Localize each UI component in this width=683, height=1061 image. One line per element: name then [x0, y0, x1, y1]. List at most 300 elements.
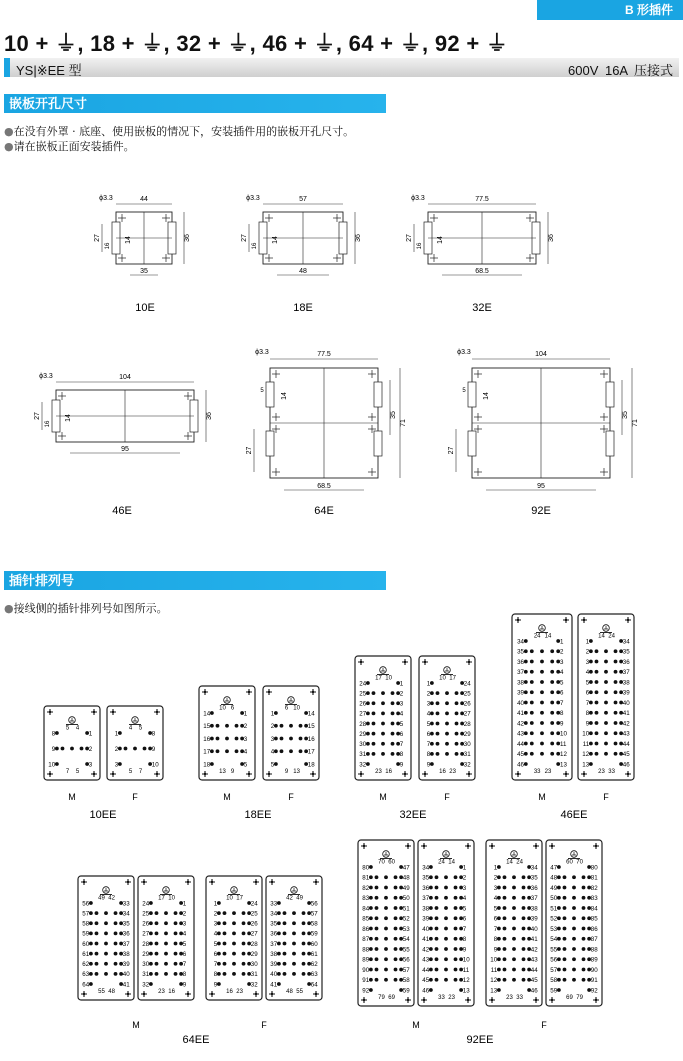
pin-dot [563, 937, 567, 941]
pin-number: 9 [230, 769, 235, 775]
pin-dot [444, 916, 448, 920]
pin-number: 84 [590, 905, 598, 913]
pin-number: 36 [422, 884, 430, 892]
pin-dot [563, 947, 567, 951]
pin-dot [540, 742, 544, 746]
pin-number: 2 [114, 745, 119, 753]
pin-dot [232, 942, 236, 946]
pin-number: 17 [375, 675, 382, 682]
pin-dot [225, 749, 229, 753]
pin-dot [572, 927, 576, 931]
pin-number: 14 [506, 859, 513, 866]
pin-number: 1 [560, 638, 564, 646]
pin-number: 10 [462, 956, 470, 964]
pin-number: 24 [142, 900, 150, 908]
pin-dot [61, 747, 65, 751]
pin-number: 6 [426, 730, 431, 738]
pin-label: 18EE [244, 809, 272, 821]
pin-dot [589, 752, 593, 756]
pin-number: 90 [590, 966, 598, 974]
pin-dot [522, 886, 526, 890]
pin-dot [512, 927, 516, 931]
pin-number: 63 [82, 971, 90, 979]
dim-label: 27 [241, 234, 248, 242]
pin-number: 46 [422, 987, 430, 995]
corner-mark [255, 881, 257, 883]
pin-dot [503, 896, 507, 900]
corner-mark [535, 999, 537, 1001]
pin-dot [436, 752, 440, 756]
pin-dot [114, 962, 118, 966]
dim-label: 27 [406, 234, 413, 242]
dim-label: 36 [184, 234, 191, 242]
pin-dot [595, 721, 599, 725]
corner-mark [204, 691, 206, 693]
pin-dot [512, 978, 516, 982]
pin-dot [118, 731, 122, 735]
pin-dot [430, 762, 434, 766]
pin-dot [114, 911, 118, 915]
pin-dot [375, 896, 379, 900]
pin-number: 69 [388, 995, 395, 1001]
pin-number: 5 [426, 720, 431, 728]
pin-dot [582, 886, 586, 890]
pin-dot [375, 947, 379, 951]
pin-number: 32 [359, 761, 367, 769]
pin-number: 4 [75, 725, 80, 732]
pin-number: 23 [506, 995, 513, 1001]
pin-dot [384, 886, 388, 890]
corner-mark [407, 999, 409, 1001]
pin-dot [366, 722, 370, 726]
pin-dot [394, 968, 398, 972]
pin-number: 89 [590, 956, 598, 964]
corner-mark [551, 845, 553, 847]
pin-dot [143, 747, 147, 751]
pin-dot [435, 875, 439, 879]
pin-number: 88 [590, 946, 598, 954]
pin-number: 1 [114, 730, 119, 738]
pin-number: 38 [122, 950, 130, 958]
dim-label: 14 [272, 236, 279, 244]
pin-dot [375, 927, 379, 931]
pin-dot [299, 724, 303, 728]
pin-number: 3 [493, 884, 498, 892]
pin-dot [582, 978, 586, 982]
pin-number: 4 [399, 710, 404, 718]
pin-dot [89, 962, 93, 966]
pin-number: 37 [270, 940, 278, 948]
pin-dot [589, 649, 593, 653]
pin-dot [292, 911, 296, 915]
pin-dot [55, 762, 59, 766]
pin-number: 64 [310, 981, 318, 989]
pin-dot [497, 875, 501, 879]
pin-dot [540, 711, 544, 715]
pin-dot [235, 749, 239, 753]
dim-label: 95 [537, 483, 545, 490]
corner-mark [595, 999, 597, 1001]
pin-dot [375, 886, 379, 890]
pin-dot [369, 886, 373, 890]
pin-number: 10 [168, 895, 175, 902]
pin-dot [372, 701, 376, 705]
dim-label: 77.5 [317, 351, 331, 358]
pin-number: 36 [517, 658, 524, 666]
pin-number: 61 [310, 950, 318, 958]
pin-dot [454, 927, 458, 931]
corner-mark [627, 619, 629, 621]
pin-number: 4 [585, 669, 590, 677]
corner-mark [83, 881, 85, 883]
pin-dot [503, 957, 507, 961]
pin-number: 3 [585, 658, 590, 666]
pin-number: 49 [550, 884, 558, 892]
pin-number: 83 [590, 895, 598, 903]
pin-number: 36 [270, 930, 278, 938]
pin-dot [164, 931, 168, 935]
pin-dot [80, 747, 84, 751]
pin-dot [557, 896, 561, 900]
pin-dot [522, 927, 526, 931]
pin-dot [557, 957, 561, 961]
pin-dot [503, 937, 507, 941]
pin-number: 55 [98, 989, 105, 995]
pin-number: 81 [362, 874, 370, 882]
pin-number: 58 [310, 920, 318, 928]
pin-number: 70 [576, 859, 583, 866]
pin-dot [524, 680, 528, 684]
corner-mark [143, 993, 145, 995]
pin-dot [384, 927, 388, 931]
pin-dot [530, 680, 534, 684]
pin-number: 16 [385, 769, 392, 775]
pin-dot [164, 911, 168, 915]
pin-number: 59 [550, 987, 558, 995]
pin-number: 57 [402, 966, 410, 974]
pin-dot [429, 875, 433, 879]
pin-dot [89, 972, 93, 976]
pin-dot [589, 701, 593, 705]
pin-number: 12 [462, 977, 470, 985]
pin-number: 31 [142, 971, 150, 979]
dim-label: 14 [483, 392, 490, 400]
pin-number: 23 [158, 989, 165, 995]
cutout-note-2: ●请在嵌板正面安装插件。 [4, 140, 135, 153]
pin-dot [540, 680, 544, 684]
pin-number: 31 [250, 971, 258, 979]
pin-dot [436, 691, 440, 695]
pin-dot [503, 906, 507, 910]
corner-mark [360, 773, 362, 775]
pin-dot [524, 752, 528, 756]
dim-label: 14 [437, 236, 444, 244]
pin-number: 18 [307, 761, 315, 769]
pin-dot [223, 931, 227, 935]
pin-number: 42 [286, 895, 293, 902]
pin-number: 51 [550, 905, 558, 913]
pin-dot [563, 906, 567, 910]
pin-dot [497, 916, 501, 920]
dim-label: 35 [390, 411, 397, 419]
pin-dot [444, 947, 448, 951]
pin-dot [283, 972, 287, 976]
pin-dot [164, 921, 168, 925]
pin-number: 48 [550, 874, 558, 882]
pin-number: 5 [213, 940, 218, 948]
pin-dot [604, 731, 608, 735]
pin-dot [445, 752, 449, 756]
pin-number: 6 [493, 915, 498, 923]
dim-label: 14 [125, 236, 132, 244]
pin-dot [522, 896, 526, 900]
pin-number: 2 [560, 648, 564, 656]
pin-number: 14 [307, 710, 315, 718]
category-tab: B 形插件 [537, 0, 683, 20]
corner-mark [363, 999, 365, 1001]
pin-dot [375, 957, 379, 961]
pin-dot [497, 947, 501, 951]
pin-dot [430, 711, 434, 715]
corner-mark [404, 773, 406, 775]
pin-number: 23 [448, 995, 455, 1001]
pin-dot [540, 731, 544, 735]
pin-number: 61 [82, 950, 90, 958]
corner-mark [467, 999, 469, 1001]
pin-number: 26 [463, 700, 471, 708]
pin-dot [589, 680, 593, 684]
pin-dot [369, 947, 373, 951]
pin-number: 54 [550, 936, 558, 944]
pin-dot [372, 722, 376, 726]
pin-number: 40 [422, 925, 430, 933]
pin-dot [375, 916, 379, 920]
pin-number: 41 [530, 936, 538, 944]
pin-number: 16 [168, 989, 175, 995]
pin-number: 3 [182, 920, 187, 928]
pin-dot [89, 952, 93, 956]
pin-dot [394, 947, 398, 951]
corner-mark [248, 691, 250, 693]
pin-dot [430, 722, 434, 726]
pin-dot [572, 886, 576, 890]
pin-dot [391, 752, 395, 756]
pin-dot [582, 896, 586, 900]
pin-dot [394, 937, 398, 941]
pin-number: 6 [182, 950, 187, 958]
pin-number: 31 [359, 751, 367, 759]
pin-dot [429, 968, 433, 972]
pin-dot [435, 916, 439, 920]
corner-mark [424, 773, 426, 775]
pin-dot [283, 911, 287, 915]
pin-dot [381, 742, 385, 746]
pin-number: 35 [530, 874, 538, 882]
dim-label: 71 [400, 419, 407, 427]
pin-dot [149, 911, 153, 915]
pin-number: 3 [560, 658, 564, 666]
pin-number: 11 [490, 966, 498, 974]
pin-number: 82 [590, 884, 598, 892]
pin-number: 26 [359, 700, 367, 708]
pin-dot [530, 731, 534, 735]
dim-label: 77.5 [475, 196, 489, 203]
pin-dot [369, 865, 373, 869]
pin-number: 15 [203, 723, 211, 731]
pin-dot [174, 921, 178, 925]
cutout-note-1: ●在没有外罩 · 底座、使用嵌板的情况下，安装插件用的嵌板开孔尺寸。 [4, 125, 355, 138]
pin-dot [522, 937, 526, 941]
pin-dot [391, 691, 395, 695]
dim-label: 27 [34, 412, 41, 420]
pin-number: 53 [550, 925, 558, 933]
pin-dot [445, 691, 449, 695]
pin-number: 7 [426, 741, 431, 749]
pin-number: 13 [560, 761, 567, 769]
pin-dot [604, 660, 608, 664]
corner-mark [565, 619, 567, 621]
pin-dot [369, 916, 373, 920]
dim-label: 16 [417, 242, 423, 250]
pin-dot [582, 957, 586, 961]
cutout-id: 18E [293, 302, 313, 314]
pin-dot [604, 701, 608, 705]
pin-dot [524, 690, 528, 694]
pin-dot [210, 737, 214, 741]
pin-dot [614, 701, 618, 705]
pin-dot [55, 747, 59, 751]
pin-dot [435, 896, 439, 900]
pin-dot [614, 690, 618, 694]
pin-number: 5 [128, 769, 133, 775]
side-notch [606, 431, 614, 456]
dim-label: 48 [299, 268, 307, 275]
pin-dot [366, 762, 370, 766]
pin-dot [524, 649, 528, 653]
pin-number: 42 [108, 895, 115, 902]
pin-number: 24 [250, 900, 258, 908]
corner-mark [83, 993, 85, 995]
pin-number: 41 [517, 710, 524, 718]
pin-number: 29 [463, 730, 471, 738]
pin-dot [557, 978, 561, 982]
pin-dot [280, 737, 284, 741]
pin-dot [512, 896, 516, 900]
pin-dot [557, 865, 561, 869]
pin-number: 37 [530, 895, 538, 903]
pin-number: 5 [560, 679, 564, 687]
pin-dot [455, 742, 459, 746]
pin-dot [582, 875, 586, 879]
pin-dot [369, 875, 373, 879]
pin-dot [435, 886, 439, 890]
pin-number: 62 [310, 961, 318, 969]
pin-dot [595, 649, 599, 653]
dim-label: 16 [252, 242, 258, 250]
pin-dot [435, 927, 439, 931]
pin-dot [430, 752, 434, 756]
pin-dot [149, 942, 153, 946]
dim-label: 68.5 [475, 268, 489, 275]
pin-dot [104, 911, 108, 915]
pin-dot [210, 711, 214, 715]
pin-dot [512, 906, 516, 910]
pin-dot [430, 732, 434, 736]
pin-number: 60 [566, 859, 573, 866]
pin-dot [104, 972, 108, 976]
pin-number: 24 [463, 680, 471, 688]
pin-number: 80 [362, 864, 370, 872]
pin-number: 44 [422, 966, 430, 974]
pin-dot [589, 711, 593, 715]
pin-dot [550, 680, 554, 684]
pin-number: 90 [362, 966, 370, 974]
pin-dot [299, 749, 303, 753]
pin-dot [503, 875, 507, 879]
pin-number: 3 [462, 884, 467, 892]
pin-dot [572, 937, 576, 941]
pin-dot [283, 942, 287, 946]
pin-dot [149, 901, 153, 905]
pin-dot [225, 724, 229, 728]
pin-dot [232, 952, 236, 956]
pin-dot [274, 749, 278, 753]
pin-dot [302, 911, 306, 915]
pin-dot [563, 875, 567, 879]
side-notch [606, 382, 614, 407]
corner-mark [627, 773, 629, 775]
pin-number: 30 [359, 741, 367, 749]
hole-dia-label: ϕ3.3 [255, 349, 269, 356]
pin-dot [372, 732, 376, 736]
pin-dot [274, 711, 278, 715]
pin-number: 34 [422, 864, 430, 872]
pin-dot [114, 952, 118, 956]
corner-mark [127, 881, 129, 883]
pin-dot [375, 937, 379, 941]
pin-number: 34 [517, 638, 524, 646]
pin-dot [232, 911, 236, 915]
pin-number: 35 [270, 920, 278, 928]
pin-dot [524, 639, 528, 643]
pin-number: 10 [439, 675, 446, 682]
pin-dot [384, 916, 388, 920]
pin-dot [174, 911, 178, 915]
dim-label: 68.5 [317, 483, 331, 490]
pin-number: 4 [462, 895, 467, 903]
pin-number: 2 [493, 874, 498, 882]
pin-label: F [132, 792, 138, 802]
pin-dot [454, 968, 458, 972]
pin-dot [540, 690, 544, 694]
side-notch [468, 382, 476, 407]
pin-dot [604, 752, 608, 756]
pin-number: 48 [286, 989, 293, 995]
pin-number: 46 [622, 761, 630, 769]
pin-dot [530, 711, 534, 715]
pin-dot [497, 886, 501, 890]
pin-label: M [412, 1020, 420, 1030]
pin-number: 2 [270, 723, 275, 731]
pin-dot [503, 947, 507, 951]
pin-number: 59 [82, 930, 90, 938]
pin-dot [89, 931, 93, 935]
pin-dot [216, 737, 220, 741]
pin-number: 2 [585, 648, 590, 656]
pin-dot [524, 731, 528, 735]
dim-label: 35 [622, 411, 629, 419]
pin-dot [242, 962, 246, 966]
